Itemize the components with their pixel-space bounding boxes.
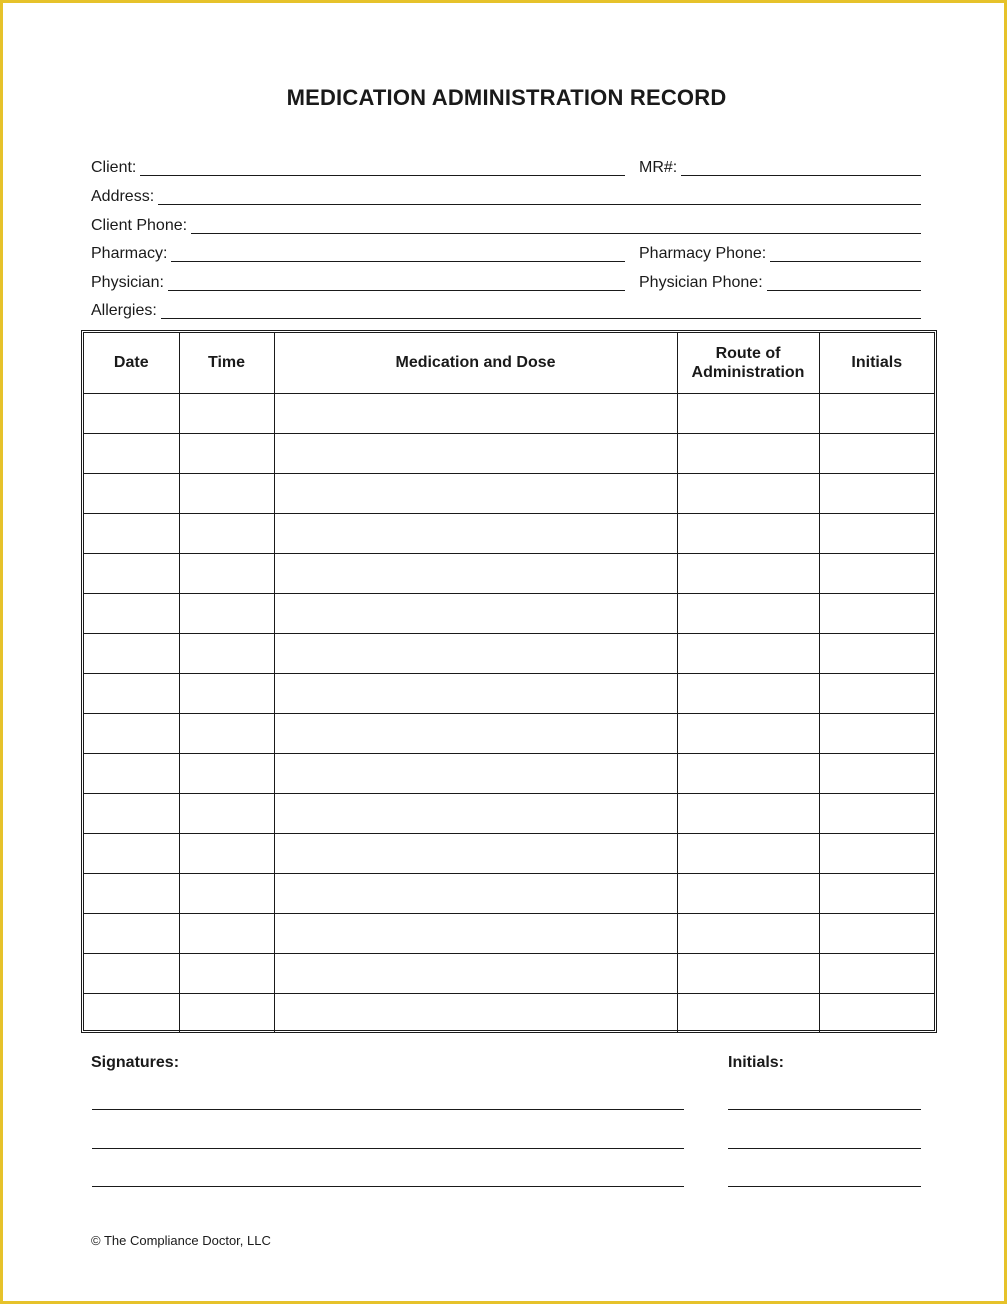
allergies-field[interactable] [91,298,921,320]
route-cell[interactable] [677,913,819,953]
date-cell[interactable] [84,593,179,633]
initials-cell[interactable] [819,393,934,433]
table-row [84,873,934,913]
time-cell[interactable] [179,833,274,873]
pharmacy-phone-field[interactable] [639,241,921,263]
date-cell[interactable] [84,953,179,993]
initials-cell[interactable] [819,793,934,833]
date-cell[interactable] [84,873,179,913]
mr-field[interactable] [639,155,921,177]
time-cell[interactable] [179,993,274,1033]
initials-cell[interactable] [819,673,934,713]
route-cell[interactable] [677,793,819,833]
table-row [84,953,934,993]
time-cell[interactable] [179,713,274,753]
initials-label: Initials: [728,1054,785,1071]
route-cell[interactable] [677,433,819,473]
route-cell[interactable] [677,633,819,673]
date-cell[interactable] [84,433,179,473]
table-row [84,433,934,473]
administration-table [84,333,934,1033]
table-row [84,393,934,433]
initials-line[interactable] [728,1148,921,1149]
date-cell[interactable] [84,753,179,793]
medication-cell[interactable] [274,993,677,1033]
time-cell[interactable] [179,873,274,913]
initials-cell[interactable] [819,513,934,553]
route-cell[interactable] [677,393,819,433]
physician-phone-label: Physician Phone: [639,274,763,291]
physician-line[interactable] [168,289,625,291]
time-cell[interactable] [179,593,274,633]
medication-cell[interactable] [274,833,677,873]
route-header-line2: Administration [691,363,805,381]
signature-line[interactable] [92,1109,684,1110]
address-label: Address: [91,188,155,205]
initials-cell[interactable] [819,953,934,993]
medication-cell[interactable] [274,553,677,593]
initials-cell[interactable] [819,913,934,953]
date-cell[interactable] [84,393,179,433]
allergies-label: Allergies: [91,302,157,319]
table-row [84,593,934,633]
client-line[interactable] [140,174,625,176]
client-phone-label: Client Phone: [91,217,188,234]
medication-cell[interactable] [274,473,677,513]
route-cell[interactable] [677,553,819,593]
physician-phone-field[interactable] [639,270,921,292]
medication-cell[interactable] [274,753,677,793]
medication-cell[interactable] [274,953,677,993]
time-cell[interactable] [179,473,274,513]
date-cell[interactable] [84,553,179,593]
administration-table-frame [81,330,937,1033]
table-row [84,793,934,833]
time-cell[interactable] [179,433,274,473]
date-header: Date [84,333,179,393]
pharmacy-label: Pharmacy: [91,245,168,262]
medication-cell[interactable] [274,513,677,553]
table-row [84,473,934,513]
initials-cell[interactable] [819,433,934,473]
time-cell[interactable] [179,753,274,793]
physician-label: Physician: [91,274,164,291]
client-label: Client: [91,159,137,176]
date-cell[interactable] [84,833,179,873]
table-row [84,633,934,673]
route-cell[interactable] [677,993,819,1033]
initials-cell[interactable] [819,873,934,913]
route-cell[interactable] [677,873,819,913]
physician-phone-line[interactable] [767,289,921,291]
client-phone-line[interactable] [191,232,921,234]
table-row [84,993,934,1033]
date-cell[interactable] [84,473,179,513]
route-cell[interactable] [677,593,819,633]
table-row [84,913,934,953]
medication-cell[interactable] [274,433,677,473]
signatures-label: Signatures: [91,1054,180,1071]
time-header: Time [179,333,274,393]
medication-cell[interactable] [274,673,677,713]
initials-cell[interactable] [819,713,934,753]
initials-cell[interactable] [819,993,934,1033]
date-cell[interactable] [84,993,179,1033]
route-cell[interactable] [677,473,819,513]
route-header-line1: Route of [715,344,781,362]
physician-field[interactable] [91,270,625,292]
medication-cell[interactable] [274,593,677,633]
table-row [84,753,934,793]
signature-line[interactable] [92,1186,684,1187]
date-cell[interactable] [84,673,179,713]
copyright-footer: © The Compliance Doctor, LLC [91,1233,271,1248]
medication-cell[interactable] [274,393,677,433]
client-field[interactable] [91,155,625,177]
route-cell[interactable] [677,833,819,873]
time-cell[interactable] [179,553,274,593]
table-header-row [84,333,934,393]
client-phone-field[interactable] [91,213,921,235]
mr-label: MR#: [639,159,678,176]
page-title: MEDICATION ADMINISTRATION RECORD [286,85,727,110]
pharmacy-field[interactable] [91,241,625,263]
route-cell[interactable] [677,753,819,793]
table-row [84,673,934,713]
mr-line[interactable] [681,174,921,176]
medication-cell[interactable] [274,873,677,913]
initials-cell[interactable] [819,473,934,513]
route-header [677,333,819,393]
medication-header: Medication and Dose [274,333,677,393]
time-cell[interactable] [179,793,274,833]
initials-cell[interactable] [819,633,934,673]
initials-cell[interactable] [819,833,934,873]
address-field[interactable] [91,184,921,206]
table-body [84,393,934,1033]
route-cell[interactable] [677,713,819,753]
date-cell[interactable] [84,913,179,953]
initials-cell[interactable] [819,753,934,793]
address-line[interactable] [158,203,921,205]
initials-cell[interactable] [819,593,934,633]
allergies-line[interactable] [161,317,921,319]
initials-header: Initials [819,333,934,393]
date-cell[interactable] [84,713,179,753]
medication-cell[interactable] [274,793,677,833]
table-row [84,833,934,873]
time-cell[interactable] [179,673,274,713]
table-row [84,513,934,553]
time-cell[interactable] [179,953,274,993]
date-cell[interactable] [84,793,179,833]
initials-line[interactable] [728,1186,921,1187]
medication-cell[interactable] [274,913,677,953]
table-row [84,553,934,593]
initials-cell[interactable] [819,553,934,593]
table-row [84,713,934,753]
pharmacy-line[interactable] [171,260,625,262]
date-cell[interactable] [84,513,179,553]
time-cell[interactable] [179,913,274,953]
date-cell[interactable] [84,633,179,673]
medication-cell[interactable] [274,633,677,673]
time-cell[interactable] [179,633,274,673]
pharmacy-phone-line[interactable] [770,260,921,262]
route-cell[interactable] [677,673,819,713]
pharmacy-phone-label: Pharmacy Phone: [639,245,767,262]
route-cell[interactable] [677,953,819,993]
time-cell[interactable] [179,513,274,553]
route-cell[interactable] [677,513,819,553]
medication-cell[interactable] [274,713,677,753]
time-cell[interactable] [179,393,274,433]
initials-line[interactable] [728,1109,921,1110]
signature-line[interactable] [92,1148,684,1149]
